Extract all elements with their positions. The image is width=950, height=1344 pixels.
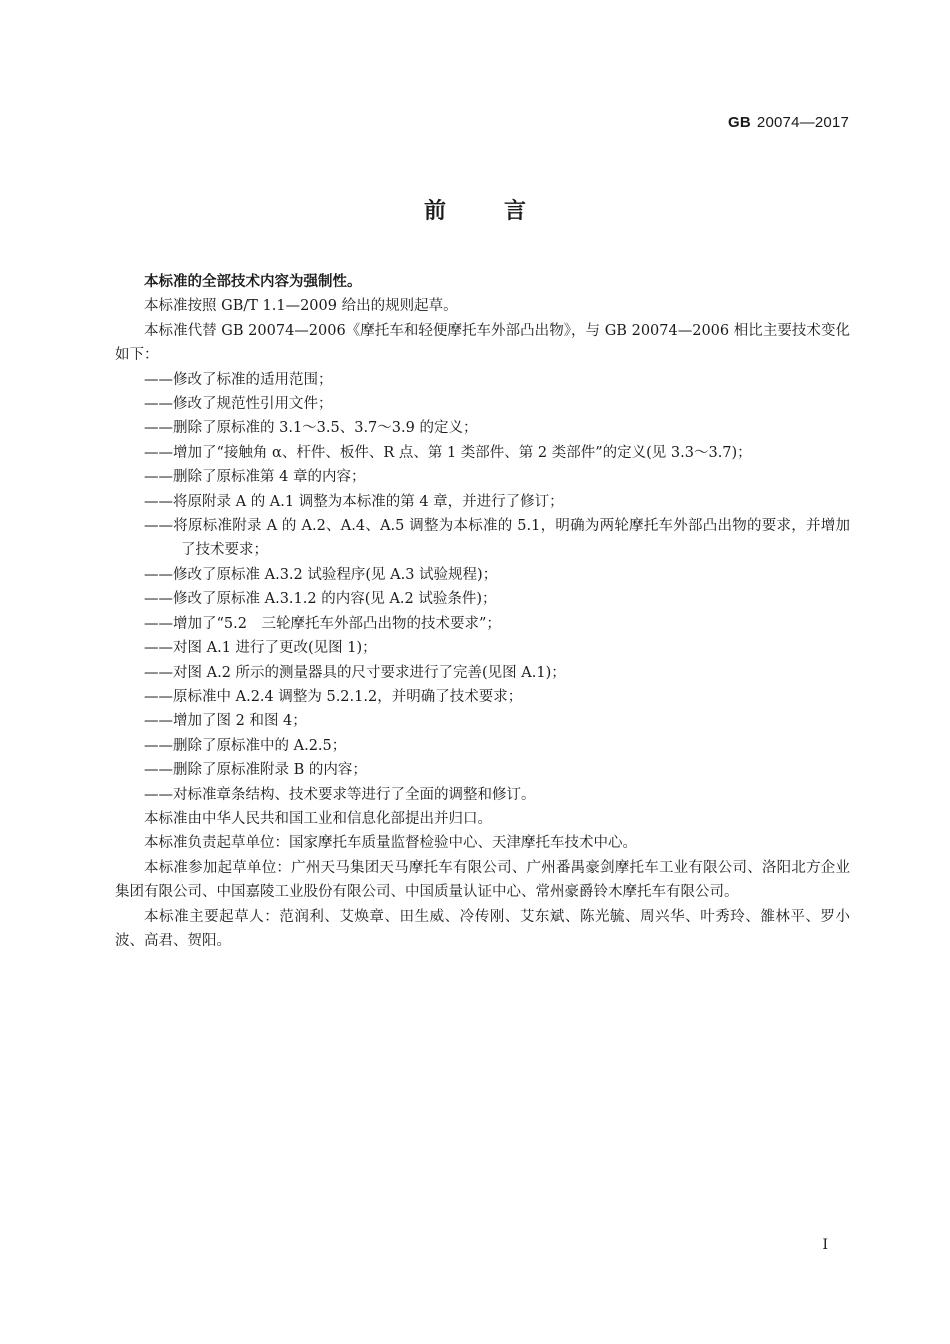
page-number: I bbox=[822, 1237, 828, 1253]
document-body bbox=[115, 270, 850, 953]
page-title: 前言 bbox=[423, 199, 584, 224]
standard-prefix: GB bbox=[728, 114, 751, 131]
list-item: ——原标准中 A.2.4 调整为 5.2.1.2，并明确了技术要求； bbox=[144, 688, 523, 705]
paragraph-main-authors: 本标准主要起草人：范润利、艾焕章、田生威、冷传刚、艾东斌、陈光毓、周兴华、叶秀玲、雒林平、罗小波、高君、贺阳。 bbox=[115, 908, 850, 949]
list-item: ——删除了原标准第 4 章的内容； bbox=[144, 469, 366, 486]
list-item: ——修改了原标准 A.3.2 试验程序(见 A.3 试验规程)； bbox=[144, 566, 498, 583]
list-item: ——将原附录 A 的 A.1 调整为本标准的第 4 章，并进行了修订； bbox=[144, 493, 564, 510]
list-item: ——对图 A.2 所示的测量器具的尺寸要求进行了完善(见图 A.1)； bbox=[144, 664, 566, 681]
list-item: ——增加了图 2 和图 4； bbox=[144, 713, 307, 730]
list-item: ——删除了原标准附录 B 的内容； bbox=[144, 762, 367, 779]
list-item: ——修改了原标准 A.3.1.2 的内容(见 A.2 试验条件)； bbox=[144, 591, 497, 608]
list-item: ——删除了原标准中的 A.2.5； bbox=[144, 737, 347, 754]
list-item: ——增加了“接触角 α、杆件、板件、R 点、第 1 类部件、第 2 类部件”的定义(见 3.3～3.7)； bbox=[144, 444, 752, 461]
paragraph-participating-drafters: 本标准参加起草单位：广州天马集团天马摩托车有限公司、广州番禺豪剑摩托车工业有限公司、洛阳北方企业集团有限公司、中国嘉陵工业股份有限公司、中国质量认证中心、常州豪爵铃木摩托车有限公司。 bbox=[115, 859, 850, 901]
paragraph-replacement: 本标准代替 GB 20074—2006《摩托车和轻便摩托车外部凸出物》，与 GB 20074—2006 相比主要技术变化如下： bbox=[115, 322, 850, 364]
list-item: ——删除了原标准的 3.1～3.5、3.7～3.9 的定义； bbox=[144, 420, 478, 437]
list-item: ——增加了“5.2 三轮摩托车外部凸出物的技术要求”； bbox=[144, 615, 501, 632]
paragraph-drafting-rules: 本标准按照 GB/T 1.1—2009 给出的规则起草。 bbox=[144, 298, 458, 315]
list-item: ——将原标准附录 A 的 A.2、A.4、A.5 调整为本标准的 5.1，明确为两轮摩托车外部凸出物的要求，并增加了技术要求； bbox=[144, 518, 850, 559]
paragraph-proposer: 本标准由中华人民共和国工业和信息化部提出并归口。 bbox=[144, 810, 492, 827]
paragraph-lead-drafters: 本标准负责起草单位：国家摩托车质量监督检验中心、天津摩托车技术中心。 bbox=[144, 835, 637, 852]
list-item: ——对图 A.1 进行了更改(见图 1)； bbox=[144, 640, 377, 657]
list-item: ——修改了规范性引用文件； bbox=[144, 396, 333, 413]
list-item: ——对标准章条结构、技术要求等进行了全面的调整和修订。 bbox=[144, 786, 536, 803]
paragraph-mandatory: 本标准的全部技术内容为强制性。 bbox=[144, 274, 362, 290]
standard-number: 20074—2017 bbox=[756, 114, 849, 131]
standard-code bbox=[728, 114, 849, 131]
list-item: ——修改了标准的适用范围； bbox=[144, 371, 333, 388]
